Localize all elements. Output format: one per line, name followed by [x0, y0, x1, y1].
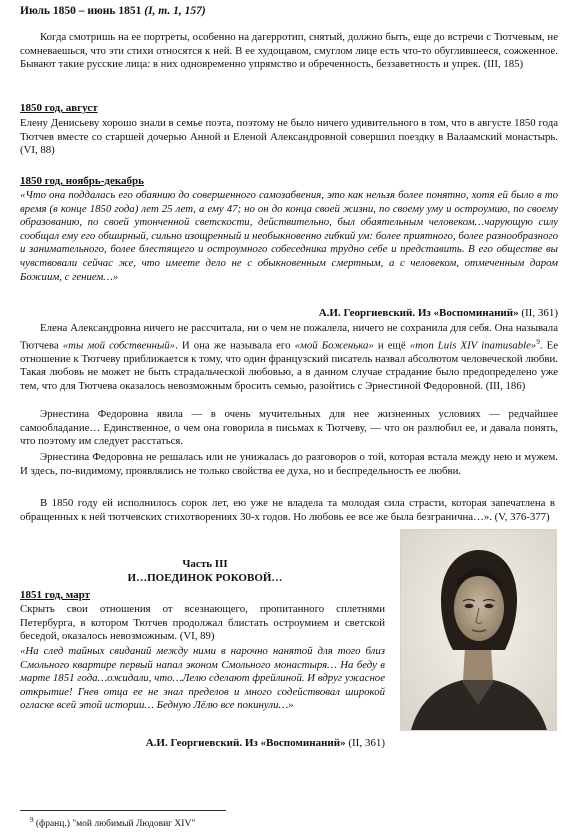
page-header — [20, 4, 206, 18]
paragraph-6: В 1850 году ей исполнилось сорок лет, ею уже не владела та молодая сила страсти, которая запечатлена в обращенных к ней тютчевских стихотворениях 30-х годов. Но любовь ее все же была безгранична…». (V, 376-377) — [20, 497, 555, 523]
part-subtitle: И…ПОЕДИНОК РОКОВОЙ… — [127, 572, 283, 584]
date-heading-1: 1850 год, август — [20, 102, 98, 114]
attribution-ref: (II, 361) — [518, 307, 558, 319]
footnote-mark: 9 — [30, 816, 34, 824]
header-ref: (I, т. 1, 157) — [144, 5, 206, 17]
footnote — [30, 814, 195, 830]
paragraph-1: Когда смотришь на ее портреты, особенно на дагерротип, снятый, должно быть, еще до встречи с Тютчевым, не сомневаешься, что эти стихи относятся к ней. В ее худощавом, смуглом лице есть что-то обуглившееся, сожженное. Бывают такие русские лица: в них одновременно упрямство и обреченность, беззаветность и упрек. (III, 185) — [20, 31, 558, 71]
paragraph-7: Скрыть свои отношения от всезнающего, пропитанного сплетнями Петербурга, в котором Тютчев продолжал блистать остроумием и светской беседой, оказалось невозможным. (VI, 89) — [20, 603, 385, 643]
paragraph-2: Елену Денисьеву хорошо знали в семье поэта, поэтому не было ничего удивительного в том, что в августе 1850 года Тютчев вместе со старшей дочерью Анной и Еленой Александровной совершил поездку в Валаамский монастырь. (VI, 88) — [20, 117, 558, 157]
paragraph-3: Елена Александровна ничего не рассчитала, ни о чем не пожалела, ничего не сохранила для себя. Она называла Тютчева «ты мой собственный». И она же называла его «мой Боженька» и ещё «mon Luis XIV inamusable»$^9$. Ее отношение к Тютчеву приближается к тому, что один французский писатель назвал абсолютом человеческой любви. Такая любовь не может не быть страдальческой любовью, а в данном случае страдание было предопределено уже тем, что для Тютчева оказалось невозможным бросить семью, разойтись с Эрнестиной Федоровной. (III, 186) — [20, 322, 558, 392]
quote-1: «Что она поддалась его обаянию до совершенного самозабвения, это как нельзя более понятно, хотя ей было в то время (в конце 1850 года) лет 25 лет, а ему 47; но он до конца своей жизни, по своему уму и остроумию, по своему образованию, по своей утонченной светскости, действительно, был обаятельным человеком…чарующую силу сообщал ему его обширный, сильно изощренный и необыкновенно гибкий ум: более приятного, более разнообразного и занимательного, более блестящего и остроумного собеседника трудно себе и представить. В его обществе вы чувствовали сейчас же, что имеете дело не с обыкновенным смертным, а с человеком, отмеченным даром Божиим, с гением…» — [20, 189, 558, 283]
attribution-author: А.И. Георгиевский. Из «Воспоминаний» — [145, 737, 346, 749]
date-heading-3: 1851 год, март — [20, 589, 91, 601]
footnote-rule — [20, 810, 226, 811]
attribution-author: А.И. Георгиевский. Из «Воспоминаний» — [318, 307, 519, 319]
quote-1-attribution — [319, 306, 558, 320]
quote-2-attribution — [20, 736, 385, 750]
quote-2: «На след тайных свиданий между ними в нарочно нанятой для того близ Смольного квартире первый напал эконом Смольного монастыря… На беду в марте 1851 года…ожидали, что…Лелю сделают фрейлиной. И вдруг ужасное открытие! Гнев отца ее не знал пределов и много содействовал широкой огласке всей этой истории… Бедную Лёлю все покинули…» — [20, 645, 385, 712]
part-title: Часть III — [182, 558, 228, 570]
footnote-ref: 9 — [536, 337, 540, 346]
portrait-drawing — [401, 530, 556, 730]
paragraph-4: Эрнестина Федоровна явила — в очень мучительных для нее жизненных условиях — редчайшее самообладание… Единственное, о чем она говорила в письмах к Тютчеву, — что он разлюбил ее, и давала понять, что поэтому им следует расстаться. — [20, 408, 558, 448]
attribution-ref: (II, 361) — [345, 737, 385, 749]
header-title: Июль 1850 – июнь 1851 — [20, 5, 142, 17]
portrait-image — [400, 529, 557, 731]
date-heading-2: 1850 год, ноябрь-декабрь — [20, 175, 144, 187]
paragraph-5: Эрнестина Федоровна не решалась или не унижалась до разговоров о той, которая встала между нею и мужем. И здесь, по-видимому, проявлялись не только свойства ее духа, но и беспредельность ее любви. — [20, 451, 558, 477]
footnote-text: (франц.) "мой любимый Людовиг XIV" — [33, 819, 196, 830]
